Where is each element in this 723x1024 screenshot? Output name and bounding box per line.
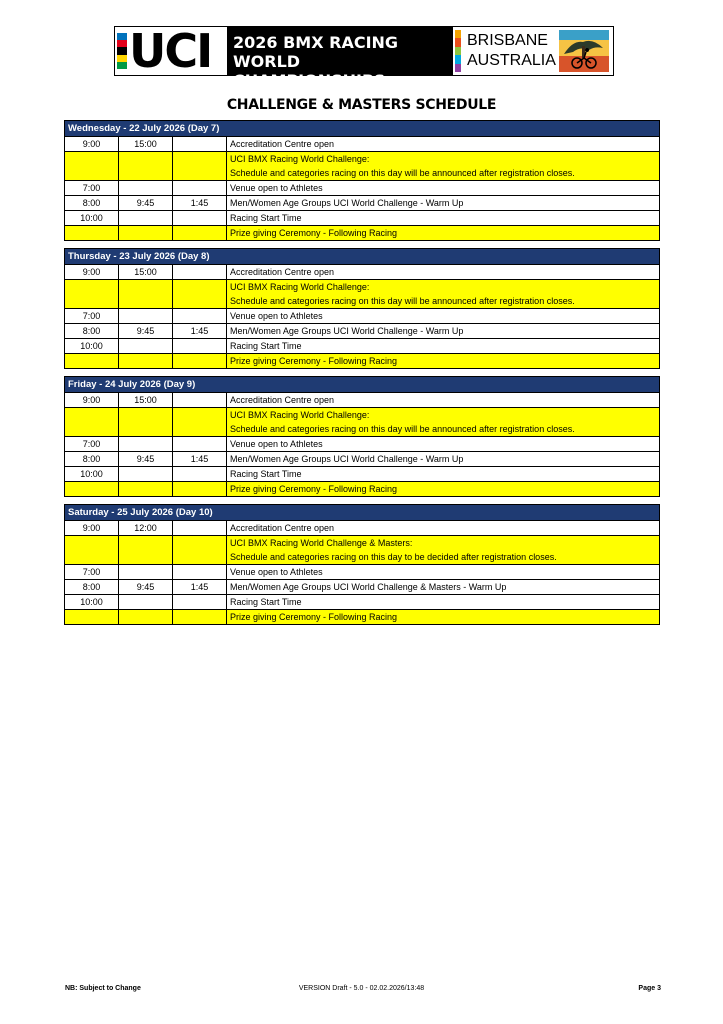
day-schedule-table — [64, 120, 660, 241]
start-time-cell: 8:00 — [65, 452, 119, 467]
end-time-cell: 15:00 — [119, 393, 173, 408]
duration-cell — [173, 565, 227, 580]
end-time-cell — [119, 181, 173, 196]
day-schedule-table — [64, 504, 660, 625]
schedule-row — [65, 482, 660, 497]
description-cell: Prize giving Ceremony - Following Racing — [227, 226, 660, 241]
day-heading: Wednesday - 22 July 2026 (Day 7) — [65, 121, 660, 137]
duration-cell — [173, 226, 227, 241]
start-time-cell — [65, 152, 119, 181]
end-time-cell — [119, 467, 173, 482]
description-line: UCI BMX Racing World Challenge & Masters: — [230, 538, 413, 548]
description-cell: Prize giving Ceremony - Following Racing — [227, 482, 660, 497]
schedule-row — [65, 437, 660, 452]
host-location — [467, 31, 556, 71]
schedule-row — [65, 181, 660, 196]
start-time-cell — [65, 280, 119, 309]
end-time-cell: 9:45 — [119, 324, 173, 339]
duration-cell — [173, 137, 227, 152]
description-cell: Men/Women Age Groups UCI World Challenge - Warm Up — [227, 324, 660, 339]
schedule-row — [65, 408, 660, 437]
description-cell: Accreditation Centre open — [227, 521, 660, 536]
duration-cell — [173, 393, 227, 408]
description-cell: Venue open to Athletes — [227, 437, 660, 452]
duration-cell — [173, 152, 227, 181]
description-cell: Venue open to Athletes — [227, 565, 660, 580]
description-cell: Venue open to Athletes — [227, 181, 660, 196]
schedule-row — [65, 309, 660, 324]
day-heading: Thursday - 23 July 2026 (Day 8) — [65, 249, 660, 265]
schedule-row — [65, 196, 660, 211]
start-time-cell: 8:00 — [65, 580, 119, 595]
duration-cell — [173, 181, 227, 196]
duration-cell — [173, 610, 227, 625]
start-time-cell: 7:00 — [65, 309, 119, 324]
schedule-row — [65, 536, 660, 565]
description-detail-line: Schedule and categories racing on this day will be announced after registration closes. — [230, 296, 575, 306]
duration-cell — [173, 265, 227, 280]
end-time-cell: 15:00 — [119, 137, 173, 152]
start-time-cell: 8:00 — [65, 196, 119, 211]
duration-cell — [173, 536, 227, 565]
description-cell: Accreditation Centre open — [227, 265, 660, 280]
start-time-cell: 10:00 — [65, 339, 119, 354]
schedule-row — [65, 324, 660, 339]
description-cell: Men/Women Age Groups UCI World Challenge - Warm Up — [227, 196, 660, 211]
description-detail-line: Schedule and categories racing on this day to be decided after registration closes. — [230, 552, 557, 562]
start-time-cell: 9:00 — [65, 137, 119, 152]
schedule-row — [65, 521, 660, 536]
uci-logo-text: UCI — [129, 24, 212, 78]
start-time-cell — [65, 226, 119, 241]
duration-cell — [173, 354, 227, 369]
duration-cell — [173, 309, 227, 324]
schedule-row — [65, 393, 660, 408]
day-heading: Saturday - 25 July 2026 (Day 10) — [65, 505, 660, 521]
description-cell: Accreditation Centre open — [227, 393, 660, 408]
schedule-row — [65, 610, 660, 625]
start-time-cell — [65, 610, 119, 625]
schedule-row — [65, 580, 660, 595]
start-time-cell — [65, 536, 119, 565]
description-cell: Prize giving Ceremony - Following Racing — [227, 610, 660, 625]
schedule-row — [65, 152, 660, 181]
description-cell: Prize giving Ceremony - Following Racing — [227, 354, 660, 369]
duration-cell — [173, 521, 227, 536]
end-time-cell — [119, 339, 173, 354]
event-title-block — [227, 27, 453, 90]
brisbane-rider-icon — [559, 30, 609, 72]
duration-cell — [173, 467, 227, 482]
description-cell — [227, 536, 660, 565]
start-time-cell: 10:00 — [65, 211, 119, 226]
event-banner — [114, 24, 614, 90]
schedule-row — [65, 467, 660, 482]
schedule-row — [65, 452, 660, 467]
event-title-line2: WORLD CHAMPIONSHIPS — [233, 52, 386, 90]
end-time-cell — [119, 536, 173, 565]
duration-cell — [173, 280, 227, 309]
duration-cell — [173, 595, 227, 610]
start-time-cell: 9:00 — [65, 265, 119, 280]
end-time-cell — [119, 309, 173, 324]
duration-cell — [173, 482, 227, 497]
end-time-cell: 9:45 — [119, 452, 173, 467]
duration-cell: 1:45 — [173, 452, 227, 467]
end-time-cell — [119, 610, 173, 625]
start-time-cell: 9:00 — [65, 521, 119, 536]
description-line: UCI BMX Racing World Challenge: — [230, 282, 370, 292]
schedule-row — [65, 137, 660, 152]
schedule-row — [65, 339, 660, 354]
start-time-cell: 10:00 — [65, 467, 119, 482]
description-cell — [227, 152, 660, 181]
schedule-row — [65, 211, 660, 226]
end-time-cell: 15:00 — [119, 265, 173, 280]
start-time-cell: 7:00 — [65, 565, 119, 580]
description-cell: Racing Start Time — [227, 339, 660, 354]
host-city: BRISBANE — [467, 32, 548, 49]
start-time-cell — [65, 354, 119, 369]
schedule-row — [65, 354, 660, 369]
day-heading-row — [65, 505, 660, 521]
host-country: AUSTRALIA — [467, 52, 556, 69]
duration-cell: 1:45 — [173, 196, 227, 211]
duration-cell — [173, 408, 227, 437]
schedule-row — [65, 226, 660, 241]
day-schedule-table — [64, 376, 660, 497]
description-detail-line: Schedule and categories racing on this day will be announced after registration closes. — [230, 168, 575, 178]
description-cell: Accreditation Centre open — [227, 137, 660, 152]
end-time-cell — [119, 211, 173, 226]
start-time-cell — [65, 482, 119, 497]
end-time-cell: 9:45 — [119, 196, 173, 211]
end-time-cell — [119, 226, 173, 241]
day-schedule-table — [64, 248, 660, 369]
footer-version: VERSION Draft - 5.0 - 02.02.2026/13:48 — [298, 985, 425, 992]
schedule-row — [65, 595, 660, 610]
description-detail-line: Schedule and categories racing on this day will be announced after registration closes. — [230, 424, 575, 434]
page-title: CHALLENGE & MASTERS SCHEDULE — [226, 97, 497, 113]
event-title-line1: 2026 BMX RACING — [233, 33, 399, 52]
start-time-cell: 9:00 — [65, 393, 119, 408]
end-time-cell — [119, 152, 173, 181]
description-cell: Men/Women Age Groups UCI World Challenge & Masters - Warm Up — [227, 580, 660, 595]
end-time-cell — [119, 482, 173, 497]
start-time-cell: 8:00 — [65, 324, 119, 339]
description-cell: Racing Start Time — [227, 595, 660, 610]
description-line: UCI BMX Racing World Challenge: — [230, 154, 370, 164]
schedule-row — [65, 565, 660, 580]
end-time-cell — [119, 437, 173, 452]
duration-cell: 1:45 — [173, 324, 227, 339]
schedule-row — [65, 280, 660, 309]
end-time-cell — [119, 408, 173, 437]
end-time-cell — [119, 280, 173, 309]
description-line: UCI BMX Racing World Challenge: — [230, 410, 370, 420]
brisbane-color-stripes — [455, 30, 461, 72]
description-cell: Racing Start Time — [227, 211, 660, 226]
footer-page-number: Page 3 — [638, 985, 661, 992]
uci-rainbow-stripes — [117, 33, 127, 69]
duration-cell — [173, 211, 227, 226]
description-cell: Venue open to Athletes — [227, 309, 660, 324]
end-time-cell — [119, 565, 173, 580]
start-time-cell: 7:00 — [65, 181, 119, 196]
day-heading-row — [65, 377, 660, 393]
end-time-cell — [119, 595, 173, 610]
description-cell — [227, 408, 660, 437]
description-cell: Men/Women Age Groups UCI World Challenge - Warm Up — [227, 452, 660, 467]
start-time-cell: 10:00 — [65, 595, 119, 610]
start-time-cell — [65, 408, 119, 437]
end-time-cell — [119, 354, 173, 369]
end-time-cell: 12:00 — [119, 521, 173, 536]
duration-cell — [173, 339, 227, 354]
description-cell: Racing Start Time — [227, 467, 660, 482]
duration-cell: 1:45 — [173, 580, 227, 595]
description-cell — [227, 280, 660, 309]
duration-cell — [173, 437, 227, 452]
day-heading-row — [65, 249, 660, 265]
footer-note: NB: Subject to Change — [65, 985, 141, 992]
schedule-row — [65, 265, 660, 280]
day-heading-row — [65, 121, 660, 137]
end-time-cell: 9:45 — [119, 580, 173, 595]
day-heading: Friday - 24 July 2026 (Day 9) — [65, 377, 660, 393]
uci-logo — [115, 24, 227, 78]
start-time-cell: 7:00 — [65, 437, 119, 452]
